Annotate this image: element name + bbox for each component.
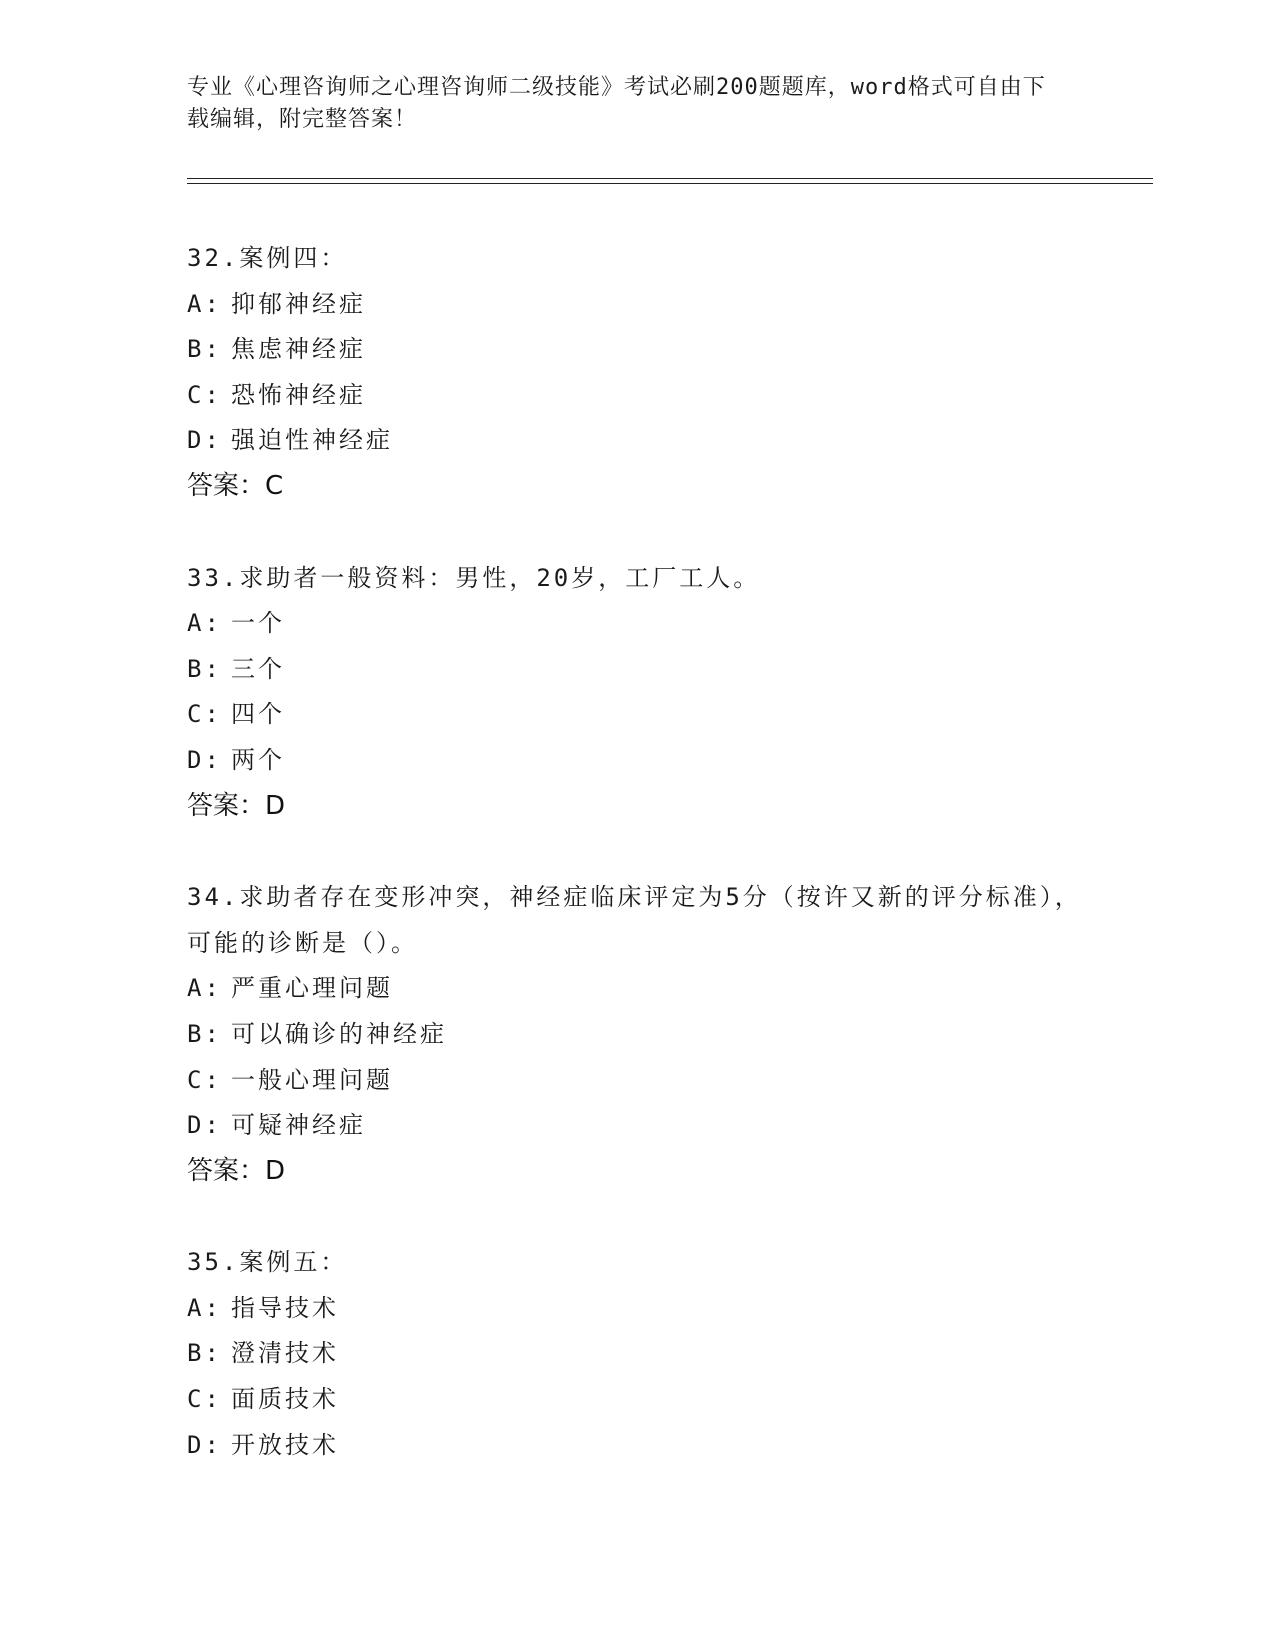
- option-letter: B:: [187, 654, 222, 683]
- option-letter: C:: [187, 1385, 222, 1414]
- option-text: 三个: [231, 654, 285, 683]
- option-text: 严重心理问题: [231, 974, 393, 1003]
- question-text: 33.求助者一般资料：男性，20岁，工厂工人。: [187, 563, 761, 592]
- option-c: [187, 373, 1087, 419]
- option-letter: A:: [187, 609, 222, 638]
- option-c: [187, 1058, 1087, 1104]
- option-a: [187, 1286, 1087, 1332]
- document-header: 专业《心理咨询师之心理咨询师二级技能》考试必刷200题题库，word格式可自由下载编辑，附完整答案！: [187, 75, 1046, 132]
- answer-line: 答案：C: [187, 470, 284, 501]
- option-text: 可疑神经症: [231, 1111, 366, 1140]
- option-letter: A:: [187, 289, 222, 318]
- option-c: [187, 1377, 1087, 1423]
- option-text: 可以确诊的神经症: [231, 1019, 447, 1048]
- question-35: [187, 1240, 1087, 1468]
- option-c: [187, 692, 1087, 738]
- option-text: 澄清技术: [231, 1339, 339, 1368]
- question-33: [187, 556, 1087, 830]
- option-text: 抑郁神经症: [231, 289, 366, 318]
- question-34: [187, 875, 1087, 1194]
- option-text: 一般心理问题: [231, 1065, 393, 1094]
- option-d: [187, 738, 1087, 784]
- answer-line: 答案：D: [187, 1155, 286, 1186]
- option-text: 一个: [231, 609, 285, 638]
- option-text: 指导技术: [231, 1293, 339, 1322]
- option-letter: C:: [187, 700, 222, 729]
- option-b: [187, 647, 1087, 693]
- header-rule-top: [187, 178, 1153, 179]
- option-text: 焦虑神经症: [231, 335, 366, 364]
- option-b: [187, 327, 1087, 373]
- option-d: [187, 418, 1087, 464]
- question-list: [187, 236, 1087, 1514]
- option-b: [187, 1012, 1087, 1058]
- option-a: [187, 601, 1087, 647]
- option-text: 开放技术: [231, 1430, 339, 1459]
- option-a: [187, 966, 1087, 1012]
- option-text: 强迫性神经症: [231, 426, 393, 455]
- option-letter: C:: [187, 380, 222, 409]
- option-b: [187, 1331, 1087, 1377]
- option-text: 面质技术: [231, 1385, 339, 1414]
- question-text: 32.案例四：: [187, 244, 348, 272]
- option-letter: B:: [187, 1339, 222, 1368]
- option-letter: D:: [187, 426, 222, 455]
- option-letter: A:: [187, 974, 222, 1003]
- option-letter: B:: [187, 335, 222, 364]
- option-letter: D:: [187, 1111, 222, 1140]
- option-text: 两个: [231, 745, 285, 774]
- question-32: [187, 236, 1087, 510]
- header-rule-bottom: [187, 183, 1153, 184]
- option-letter: D:: [187, 1430, 222, 1459]
- option-letter: C:: [187, 1065, 222, 1094]
- option-a: [187, 282, 1087, 328]
- option-letter: D:: [187, 745, 222, 774]
- question-text: 34.求助者存在变形冲突，神经症临床评定为5分（按许又新的评分标准），可能的诊断是（）。: [187, 883, 1082, 957]
- question-text: 35.案例五：: [187, 1248, 348, 1277]
- option-letter: A:: [187, 1293, 222, 1322]
- option-d: [187, 1423, 1087, 1469]
- option-text: 恐怖神经症: [231, 380, 366, 409]
- answer-line: 答案：D: [187, 790, 286, 821]
- option-letter: B:: [187, 1019, 222, 1048]
- option-d: [187, 1103, 1087, 1149]
- option-text: 四个: [231, 700, 285, 729]
